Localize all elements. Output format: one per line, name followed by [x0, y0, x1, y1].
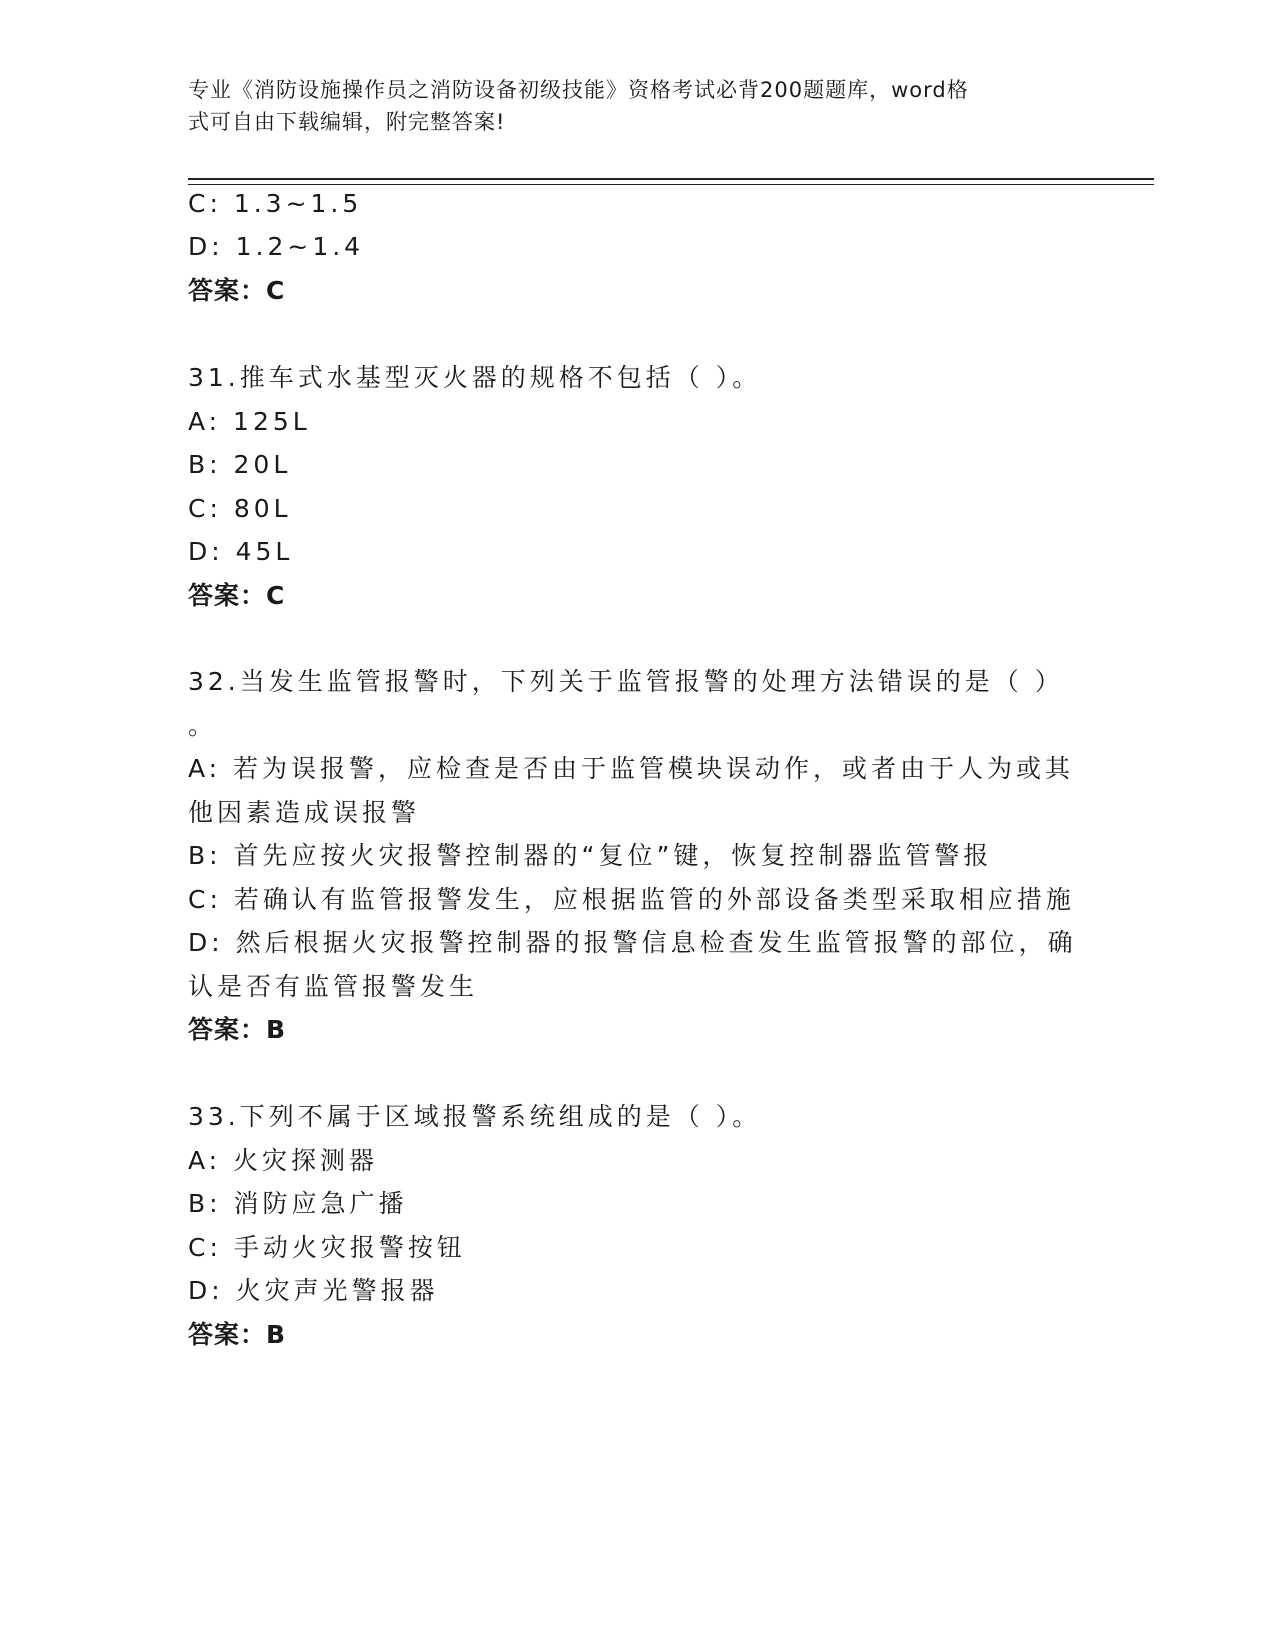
- question-31-answer: 答案：C: [188, 581, 286, 610]
- question-33-option-d: D: 火灾声光警报器: [188, 1276, 439, 1305]
- prev-option-d: D: 1.2~1.4: [188, 232, 365, 261]
- question-33-option-c: C: 手动火灾报警按钮: [188, 1233, 466, 1262]
- question-31-option-b: B: 20L: [188, 450, 292, 479]
- prev-answer: 答案：C: [188, 276, 286, 305]
- question-32-stem: 32.当发生监管报警时，下列关于监管报警的处理方法错误的是（ ）: [188, 667, 1064, 696]
- question-31-stem: 31.推车式水基型灭火器的规格不包括（ ）。: [188, 363, 762, 392]
- question-32-option-b: B: 首先应按火灾报警控制器的“复位”键，恢复控制器监管警报: [188, 841, 993, 870]
- question-31-option-d: D: 45L: [188, 537, 294, 566]
- header-line-2: 式可自由下载编辑，附完整答案!: [188, 110, 506, 134]
- header-line-1: 专业《消防设施操作员之消防设备初级技能》资格考试必背200题题库，word格: [188, 78, 969, 102]
- header-divider-thick: [188, 178, 1154, 180]
- question-31-option-a: A: 125L: [188, 407, 311, 436]
- question-32-option-a-cont: 他因素造成误报警: [188, 798, 421, 827]
- question-31-option-c: C: 80L: [188, 494, 292, 523]
- page-header: [188, 74, 1068, 138]
- question-33-option-a: A: 火灾探测器: [188, 1146, 379, 1175]
- question-33-answer: 答案：B: [188, 1320, 287, 1349]
- question-33-option-b: B: 消防应急广播: [188, 1189, 408, 1218]
- question-32-option-c: C: 若确认有监管报警发生，应根据监管的外部设备类型采取相应措施: [188, 885, 1075, 914]
- question-32-option-d-cont: 认是否有监管报警发生: [188, 972, 479, 1001]
- question-33-stem: 33.下列不属于区域报警系统组成的是（ ）。: [188, 1102, 762, 1131]
- prev-option-c: C: 1.3~1.5: [188, 189, 363, 218]
- question-32-option-d: D: 然后根据火灾报警控制器的报警信息检查发生监管报警的部位，确: [188, 928, 1077, 957]
- question-32-stem-cont: 。: [188, 711, 218, 740]
- question-32-option-a: A: 若为误报警，应检查是否由于监管模块误动作，或者由于人为或其: [188, 754, 1075, 783]
- header-divider-thin: [188, 184, 1154, 185]
- question-32-answer: 答案：B: [188, 1015, 287, 1044]
